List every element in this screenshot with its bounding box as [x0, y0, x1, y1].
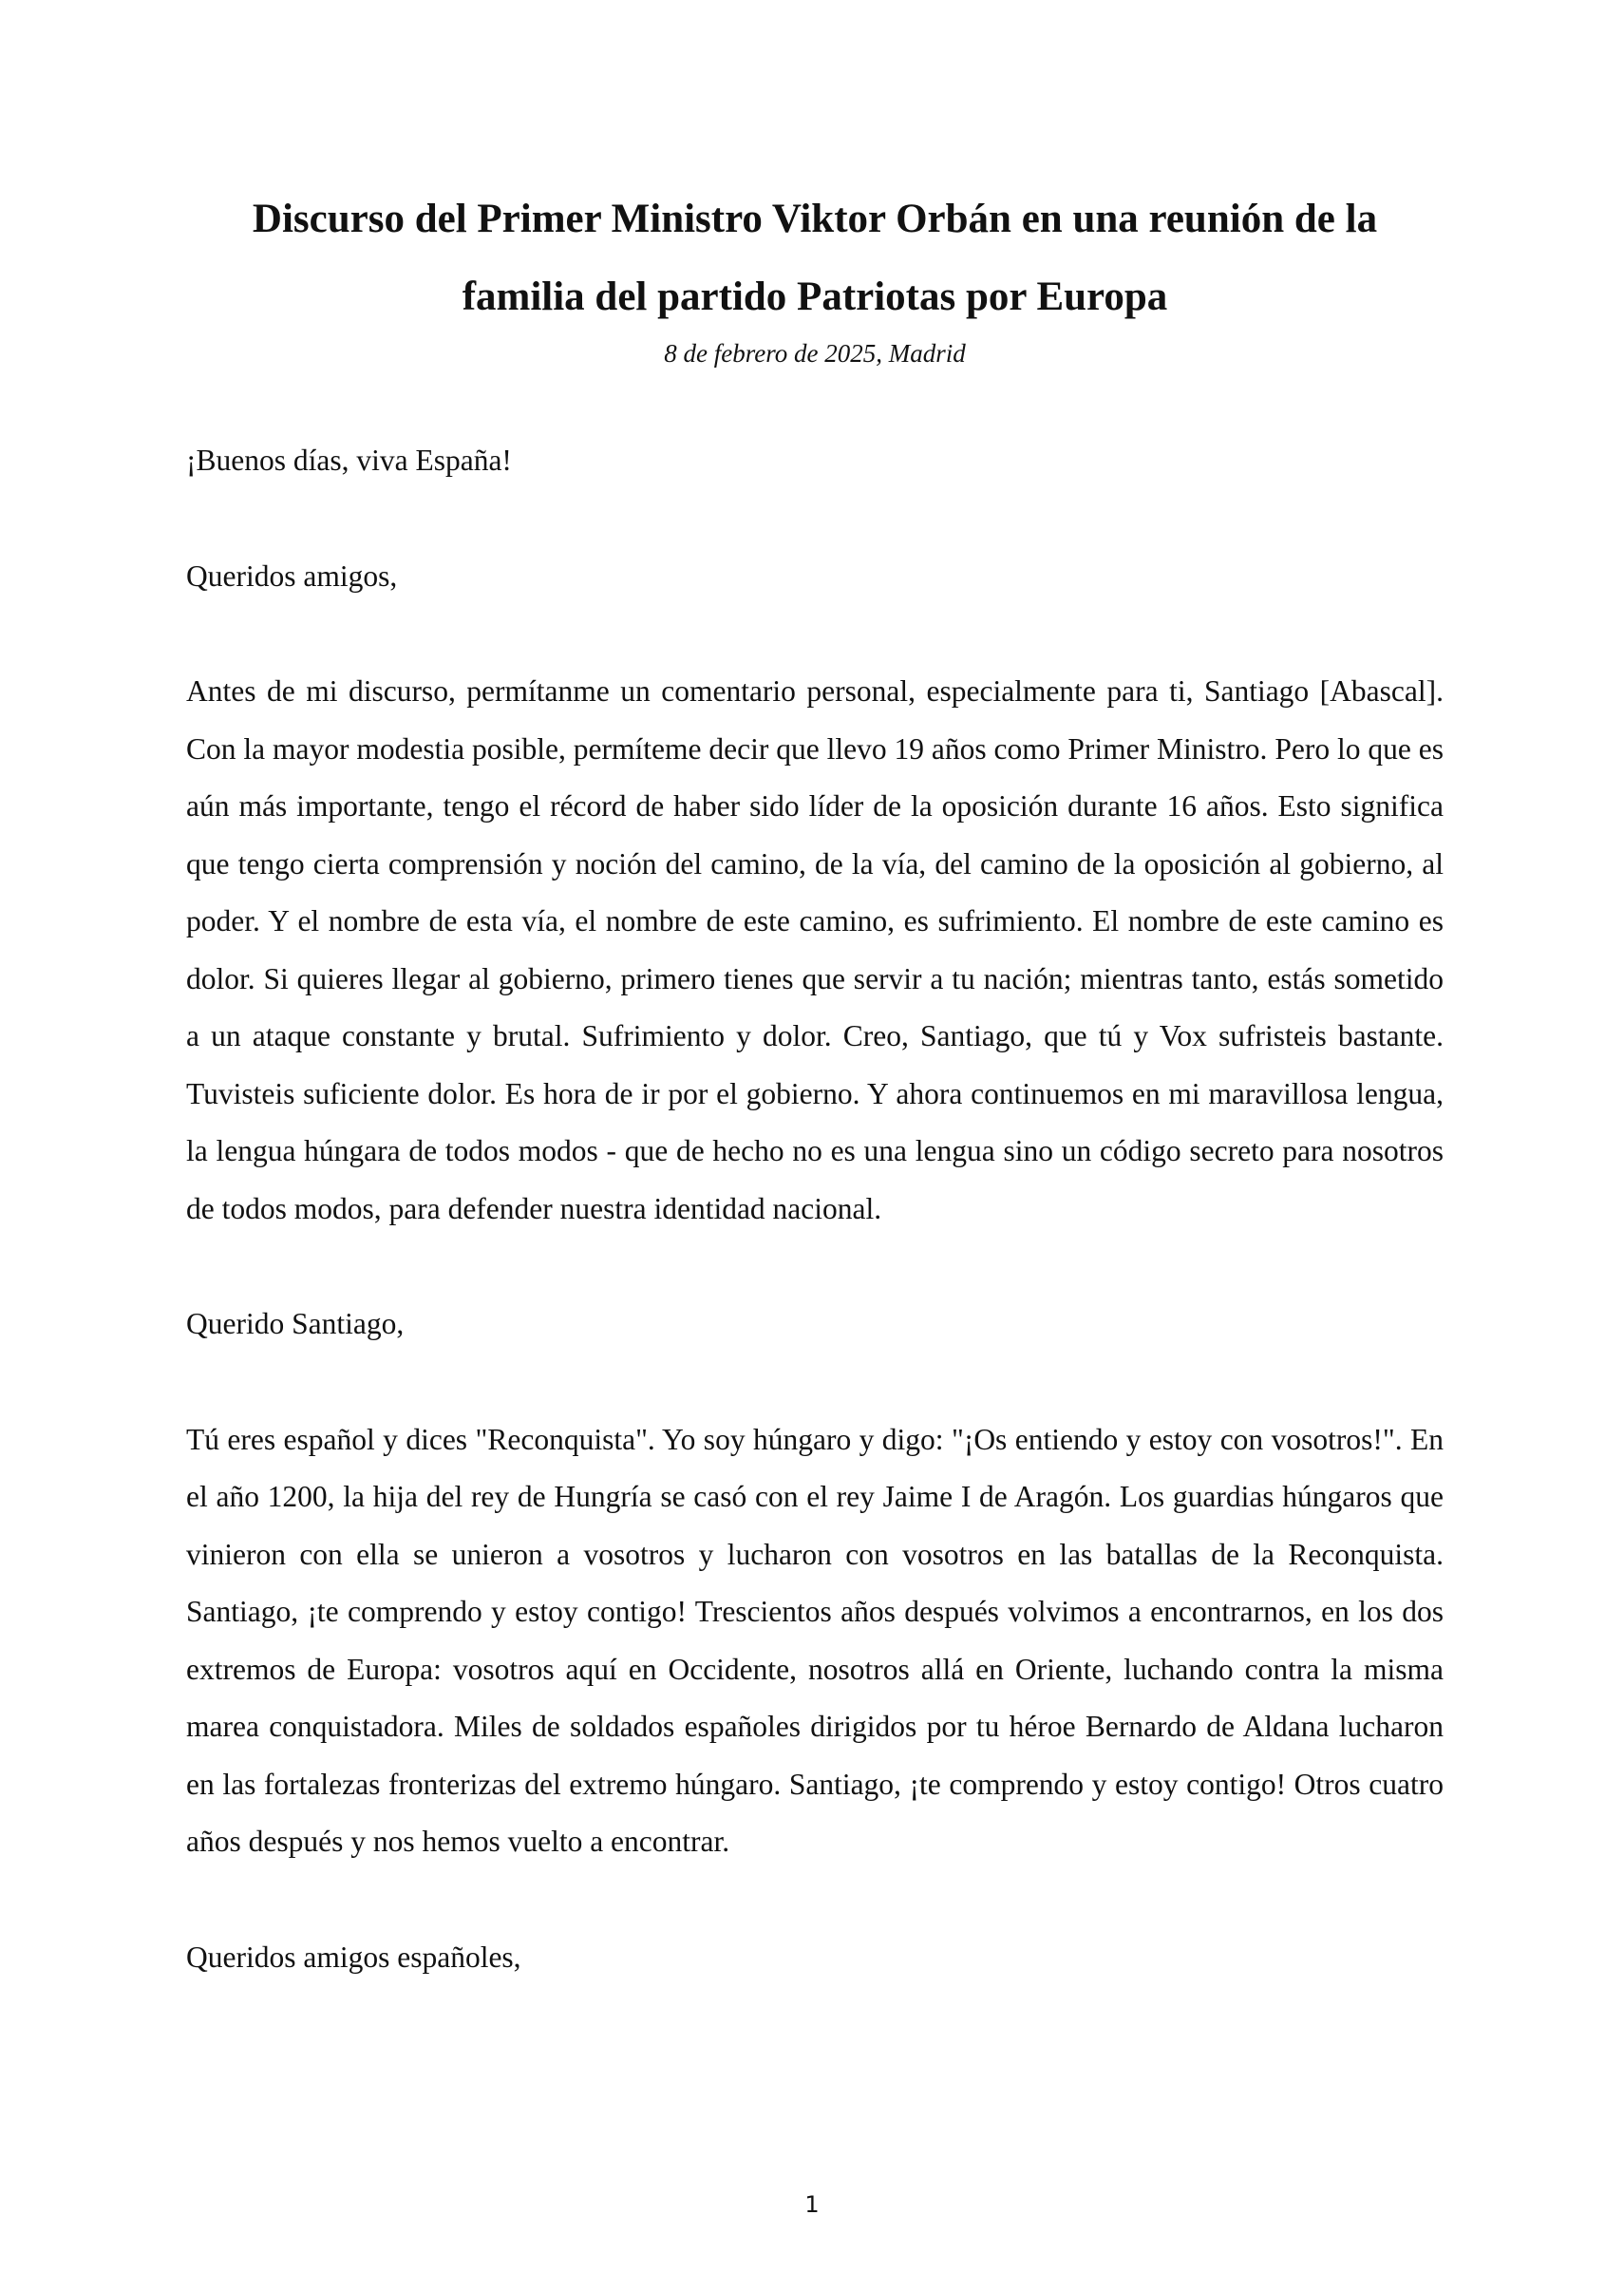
document-page [186, 180, 1444, 1986]
salutation-paragraph: Queridos amigos españoles, [186, 1940, 521, 1974]
salutation-paragraph: Queridos amigos, [186, 559, 398, 593]
salutation-paragraph: Querido Santiago, [186, 1307, 405, 1340]
title-line-2: familia del partido Patriotas por Europa [462, 275, 1168, 319]
body-paragraph: Tú eres español y dices "Reconquista". Yo soy húngaro y digo: "¡Os entiendo y estoy con vosotros!". En el año 1200, la hija del rey de Hungría se casó con el rey Jaime I de Aragón. Los guardias húngaros que vinieron con ella se unieron a vosotros y lucharon con vosotros en las batallas de la Reconquista. Santiago, ¡te comprendo y estoy contigo! Trescientos años después volvimos a encontrarnos, en los dos extremos de Europa: vosotros aquí en Occidente, nosotros allá en Oriente, luchando contra la misma marea conquistadora. Miles de soldados españoles dirigidos por tu héroe Bernardo de Aldana lucharon en las fortalezas fronterizas del extremo húngaro. Santiago, ¡te comprendo y estoy contigo! Otros cuatro años después y nos hemos vuelto a encontrar. [186, 1422, 1444, 1858]
page-number: 1 [804, 2191, 820, 2218]
greeting-paragraph: ¡Buenos días, viva España! [186, 444, 512, 477]
document-title [186, 180, 1444, 336]
title-line-1: Discurso del Primer Ministro Viktor Orbán en una reunión de la [252, 197, 1378, 241]
body-paragraph: Antes de mi discurso, permítanme un comentario personal, especialmente para ti, Santiago [Abascal]. Con la mayor modestia posible, permíteme decir que llevo 19 años como Primer Ministro. Pero lo que es aún más importante, tengo el récord de haber sido líder de la oposición durante 16 años. Esto significa que tengo cierta comprensión y noción del camino, de la vía, del camino de la oposición al gobierno, al poder. Y el nombre de esta vía, el nombre de este camino, es sufrimiento. El nombre de este camino es dolor. Si quieres llegar al gobierno, primero tienes que servir a tu nación; mientras tanto, estás sometido a un ataque constante y brutal. Sufrimiento y dolor. Creo, Santiago, que tú y Vox sufristeis bastante. Tuvisteis suficiente dolor. Es hora de ir por el gobierno. Y ahora continuemos en mi maravillosa lengua, la lengua húngara de todos modos - que de hecho no es una lengua sino un código secreto para nosotros de todos modos, para defender nuestra identidad nacional. [186, 674, 1444, 1225]
date-place: 8 de febrero de 2025, Madrid [664, 339, 966, 368]
